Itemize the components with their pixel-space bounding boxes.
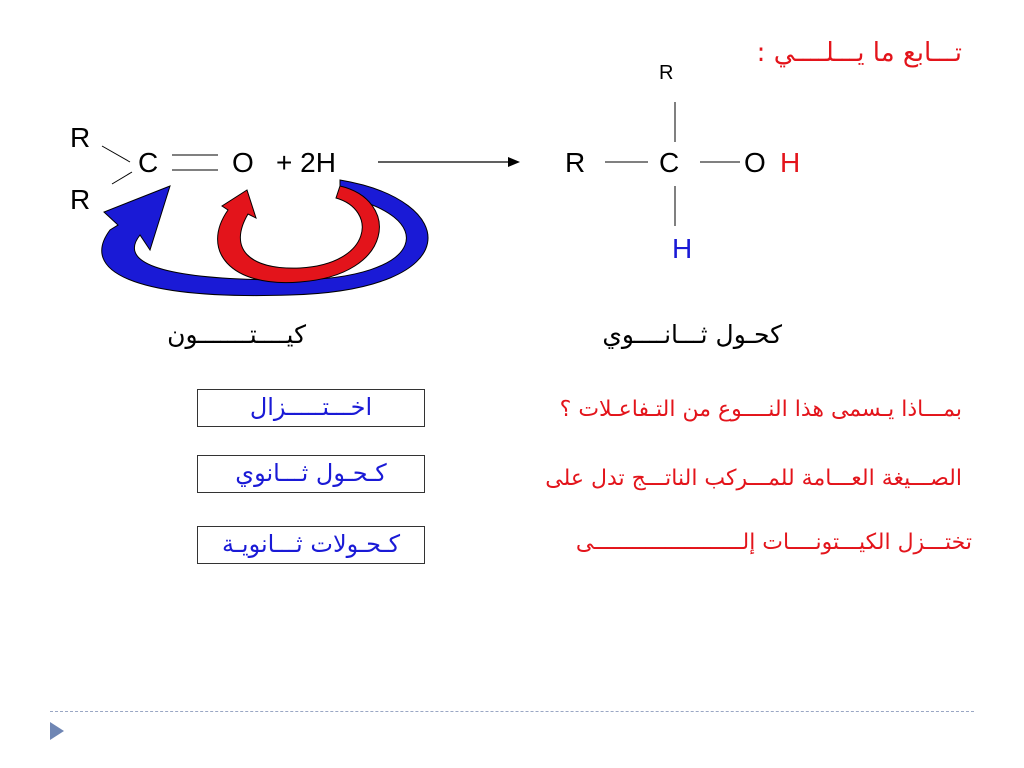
question-1: بمـــاذا يـسمى هذا النــــوع من التـفاعـلات ؟ (559, 397, 962, 422)
reactant-r-bottom: R (70, 184, 91, 215)
bond-r-top (102, 146, 130, 162)
product-hydroxyl-hydrogen: H (780, 147, 801, 178)
reactant-oxygen: O (232, 147, 254, 178)
reaction-arrow-head (508, 157, 520, 167)
product-added-hydrogen: H (672, 233, 693, 264)
product-r-top: R (659, 62, 674, 84)
reagent-hydrogen: + 2H (276, 147, 336, 178)
question-3: تختـــزل الكيـــتونــــات إلـــــــــــــــــــــــى (575, 530, 972, 555)
product-carbon: C (659, 147, 680, 178)
answer-box-2[interactable]: كـحـول ثـــانوي (197, 455, 425, 493)
bond-r-bottom (112, 172, 132, 184)
reactant-name: كيــــتـــــــون (167, 320, 306, 349)
answer-box-1[interactable]: اخـــتـــــزال (197, 389, 425, 427)
reactant-r-top: R (70, 122, 91, 153)
answer-box-3[interactable]: كـحـولات ثـــانويـة (197, 526, 425, 564)
product-oxygen: O (744, 147, 766, 178)
play-triangle-icon[interactable] (50, 722, 64, 740)
product-name: كحـول ثـــانــــوي (602, 320, 782, 349)
question-2: الصـــيغة العـــامة للمـــركب الناتـــج تدل على (545, 466, 962, 491)
footer-divider (50, 711, 974, 712)
slide-title: تـــابع ما يـــلــــي : (756, 38, 962, 68)
reactant-carbon: C (138, 147, 159, 178)
red-curved-arrow (218, 186, 380, 283)
product-r-left: R (565, 147, 586, 178)
